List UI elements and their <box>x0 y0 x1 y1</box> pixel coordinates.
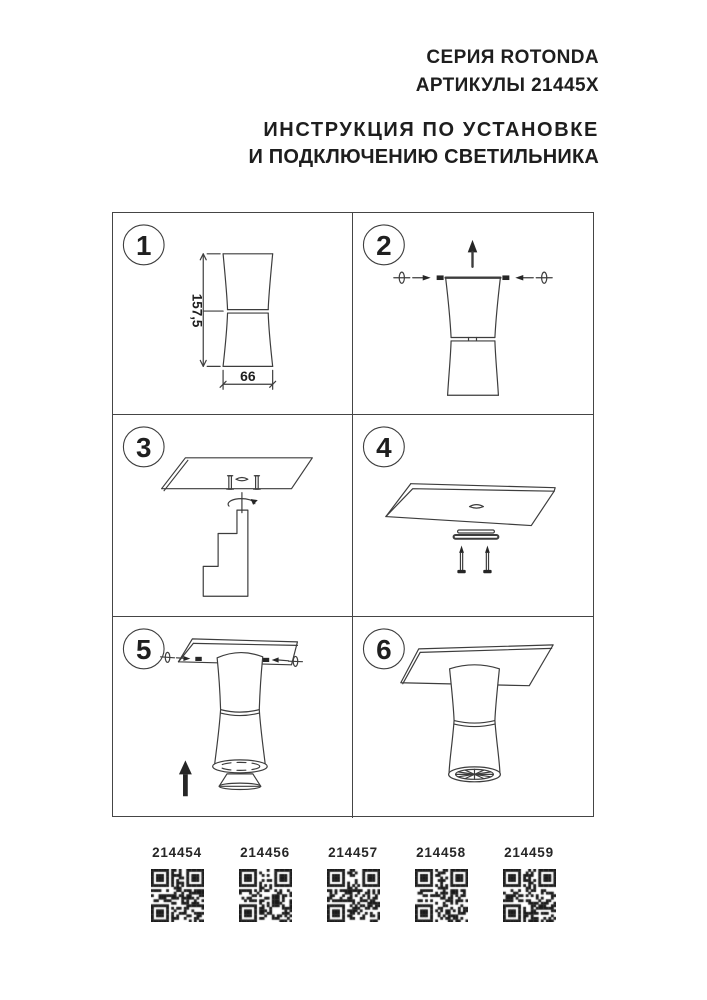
lamp-body-drawing <box>446 278 501 396</box>
svg-text:4: 4 <box>376 431 392 463</box>
step-4-diagram <box>353 415 593 616</box>
page-title <box>248 117 599 171</box>
svg-text:157,5: 157,5 <box>189 293 205 328</box>
qr-item <box>146 845 208 922</box>
step-number-badge <box>123 427 164 467</box>
screw-right-icon <box>502 272 552 283</box>
ceiling-plate-drawing <box>162 458 313 491</box>
step-number-badge <box>123 629 164 669</box>
lamp-face-drawing <box>449 767 501 782</box>
qr-code <box>151 869 204 922</box>
mounting-pin-right <box>254 476 261 489</box>
qr-code <box>327 869 380 922</box>
svg-text:66: 66 <box>240 367 256 384</box>
series-title: СЕРИЯ ROTONDA <box>426 47 599 68</box>
screw-up-left-icon <box>457 546 465 574</box>
qr-article-number: 214456 <box>240 845 290 860</box>
svg-text:1: 1 <box>136 229 152 261</box>
step-1-diagram <box>113 213 352 414</box>
title-line-2: И ПОДКЛЮЧЕНИЮ СВЕТИЛЬНИКА <box>248 146 599 168</box>
step-number-badge <box>123 225 164 265</box>
qr-article-number: 214458 <box>416 845 466 860</box>
slot-icon <box>470 505 484 508</box>
bracket-drawing <box>203 510 248 596</box>
mounting-pin-left <box>227 476 234 489</box>
qr-item <box>322 845 384 922</box>
step-panel-4 <box>353 415 593 617</box>
step-6-diagram <box>353 617 593 818</box>
svg-text:6: 6 <box>376 634 392 666</box>
step-panel-2 <box>353 213 593 415</box>
svg-text:3: 3 <box>136 431 152 463</box>
screw-up-right-icon <box>483 546 491 574</box>
lamp-body-drawing <box>215 653 266 765</box>
step-number-badge <box>363 427 404 467</box>
step-3-diagram <box>113 415 352 616</box>
width-dimension <box>220 368 276 389</box>
screw-left-icon <box>394 272 444 283</box>
height-dimension <box>189 254 223 367</box>
qr-article-number: 214454 <box>152 845 202 860</box>
qr-code <box>239 869 292 922</box>
title-line-1: ИНСТРУКЦИЯ ПО УСТАНОВКЕ <box>263 119 599 141</box>
header <box>248 44 599 171</box>
lamp-socket-drawing <box>213 760 268 773</box>
qr-code <box>415 869 468 922</box>
qr-item <box>498 845 560 922</box>
step-number-badge <box>363 629 404 669</box>
qr-code <box>503 869 556 922</box>
up-arrow-icon <box>179 761 192 797</box>
up-arrow-icon <box>468 240 478 267</box>
step-panel-1 <box>113 213 353 415</box>
qr-article-number: 214457 <box>328 845 378 860</box>
step-5-diagram <box>113 617 352 818</box>
qr-row <box>112 845 594 922</box>
articles-line: АРТИКУЛЫ 21445X <box>415 75 599 96</box>
step-panel-3 <box>113 415 353 617</box>
step-panel-6 <box>353 617 593 818</box>
lamp-body-drawing <box>449 665 500 773</box>
ceiling-plate-drawing <box>386 484 555 526</box>
step-number-badge <box>363 225 404 265</box>
qr-item <box>410 845 472 922</box>
lamp-body-drawing <box>223 254 273 367</box>
svg-text:5: 5 <box>136 634 152 666</box>
slot-icon <box>236 478 248 481</box>
mounting-bracket-drawing <box>454 530 499 539</box>
bulb-drawing <box>219 774 261 790</box>
qr-article-number: 214459 <box>504 845 554 860</box>
svg-text:2: 2 <box>376 229 392 261</box>
step-2-diagram <box>353 213 593 414</box>
steps-grid <box>112 212 594 817</box>
qr-item <box>234 845 296 922</box>
step-panel-5 <box>113 617 353 818</box>
